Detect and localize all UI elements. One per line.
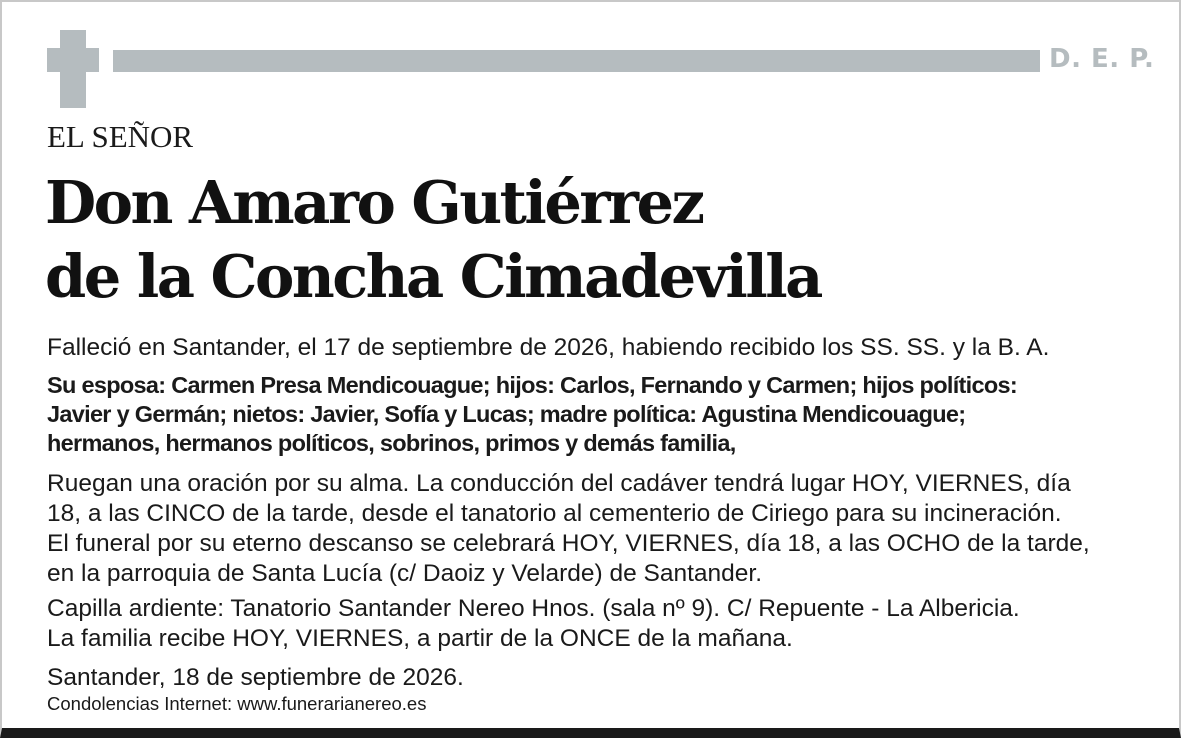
ceremony-line: en la parroquia de Santa Lucía (c/ Daoiz y Velarde) de Santander. xyxy=(47,560,763,587)
deceased-name-line-2: de la Concha Cimadevilla xyxy=(45,242,821,311)
family-line: Javier y Germán; nietos: Javier, Sofía y Lucas; madre política: Agustina Mendicouague; xyxy=(47,401,966,427)
dep-label: D. E. P. xyxy=(1049,44,1155,74)
death-notice xyxy=(47,333,1147,363)
death-notice-text: Falleció en Santander, el 17 de septiembre de 2026, habiendo recibido los SS. SS. y la B. A. xyxy=(47,334,1050,361)
ceremony-line: Ruegan una oración por su alma. La conducción del cadáver tendrá lugar HOY, VIERNES, día xyxy=(47,470,1071,497)
chapel-line: La familia recibe HOY, VIERNES, a partir de la ONCE de la mañana. xyxy=(47,625,793,652)
dateline xyxy=(47,663,1147,693)
ceremony-line: 18, a las CINCO de la tarde, desde el tanatorio al cementerio de Ciriego para su incineración. xyxy=(47,500,1062,527)
header-rule xyxy=(113,50,1040,72)
family-line: Su esposa: Carmen Presa Mendicouague; hijos: Carlos, Fernando y Carmen; hijos políticos: xyxy=(47,372,1018,398)
ceremony-details xyxy=(47,469,1147,589)
condolences xyxy=(47,692,1147,716)
deceased-prefix: EL SEÑOR xyxy=(47,119,194,154)
family-list xyxy=(47,371,1147,458)
ceremony-line: El funeral por su eterno descanso se celebrará HOY, VIERNES, día 18, a las OCHO de la tarde, xyxy=(47,530,1090,557)
family-line: hermanos, hermanos políticos, sobrinos, primos y demás familia, xyxy=(47,430,736,456)
dateline-text: Santander, 18 de septiembre de 2026. xyxy=(47,664,464,691)
cross-icon-bar xyxy=(47,48,99,72)
condolences-link: Condolencias Internet: www.funerarianereo.es xyxy=(47,693,427,714)
deceased-name-line-1: Don Amaro Gutiérrez xyxy=(45,168,703,237)
chapel-line: Capilla ardiente: Tanatorio Santander Nereo Hnos. (sala nº 9). C/ Repuente - La Albericia. xyxy=(47,595,1020,622)
chapel-details xyxy=(47,594,1147,654)
